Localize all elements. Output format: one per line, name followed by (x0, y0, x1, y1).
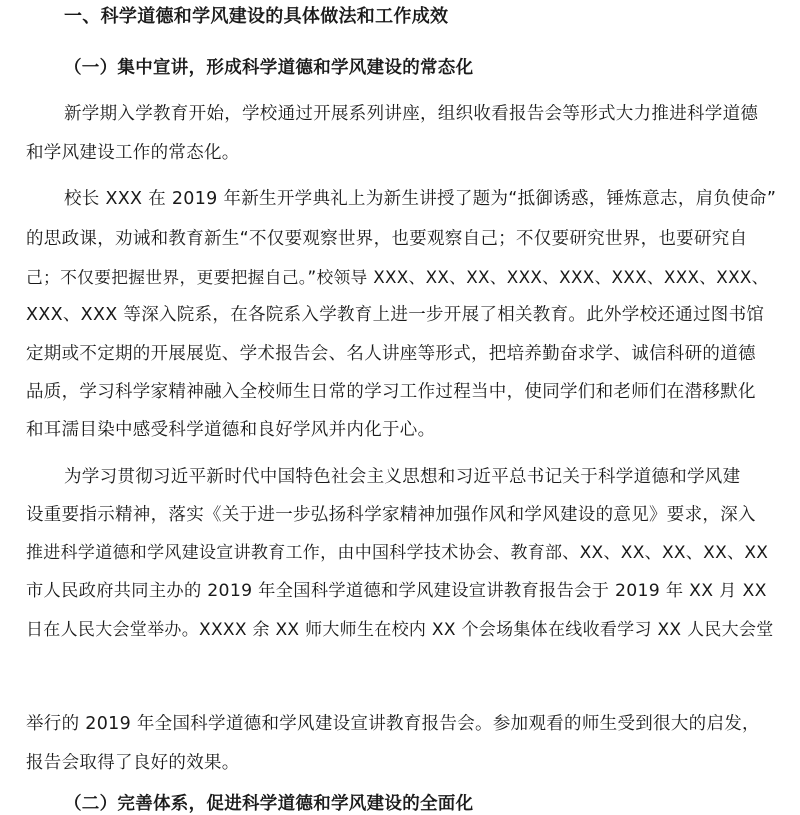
paragraph-3-line-5: 日在人民大会堂举办。XXXX 余 XX 师大师生在校内 XX 个会场集体在线收看学习 XX 人民大会堂 (26, 620, 774, 640)
paragraph-3-line-1: 为学习贯彻习近平新时代中国特色社会主义思想和习近平总书记关于科学道德和学风建 (64, 467, 741, 487)
paragraph-4-line-2: 报告会取得了良好的效果。 (26, 753, 240, 773)
paragraph-2-line-5: 定期或不定期的开展展览、学术报告会、名人讲座等形式，把培养勤奋求学、诚信科研的道德 (26, 344, 756, 364)
paragraph-3-line-4: 市人民政府共同主办的 2019 年全国科学道德和学风建设宣讲教育报告会于 2019 年 XX 月 XX (26, 581, 767, 601)
paragraph-2-line-3: 己；不仅要把握世界，更要把握自己。”校领导 XXX、XX、XX、XXX、XXX、XXX、XXX、XXX、 (26, 267, 769, 287)
paragraph-2-line-1: 校长 XXX 在 2019 年新生开学典礼上为新生讲授了题为“抵御诱惑，锤炼意志，肩负使命” (64, 189, 777, 209)
paragraph-1-line-1: 新学期入学教育开始，学校通过开展系列讲座，组织收看报告会等形式大力推进科学道德 (64, 104, 759, 124)
subsection-heading-2-partial: （二）完善体系，促进科学道德和学风建设的全面化 (64, 794, 474, 814)
paragraph-4-line-1: 举行的 2019 年全国科学道德和学风建设宣讲教育报告会。参加观看的师生受到很大的启发， (26, 714, 760, 734)
paragraph-3-line-3: 推进科学道德和学风建设宣讲教育工作，由中国科学技术协会、教育部、XX、XX、XX、XX、XX (26, 543, 769, 563)
paragraph-2-line-6: 品质，学习科学家精神融入全校师生日常的学习工作过程当中，使同学们和老师们在潜移默化 (26, 382, 756, 402)
paragraph-2-line-4: XXX、XXX 等深入院系，在各院系入学教育上进一步开展了相关教育。此外学校还通过图书馆 (26, 305, 765, 325)
paragraph-2-line-7: 和耳濡目染中感受科学道德和良好学风并内化于心。 (26, 420, 436, 440)
paragraph-3-line-2: 设重要指示精神，落实《关于进一步弘扬科学家精神加强作风和学风建设的意见》要求，深入 (26, 505, 756, 525)
subsection-heading: （一）集中宣讲，形成科学道德和学风建设的常态化 (64, 58, 474, 78)
paragraph-2-line-2: 的思政课，劝诫和教育新生“不仅要观察世界，也要观察自己；不仅要研究世界，也要研究自 (26, 229, 748, 249)
paragraph-1-line-2: 和学风建设工作的常态化。 (26, 143, 240, 163)
section-heading: 一、科学道德和学风建设的具体做法和工作成效 (64, 6, 449, 27)
